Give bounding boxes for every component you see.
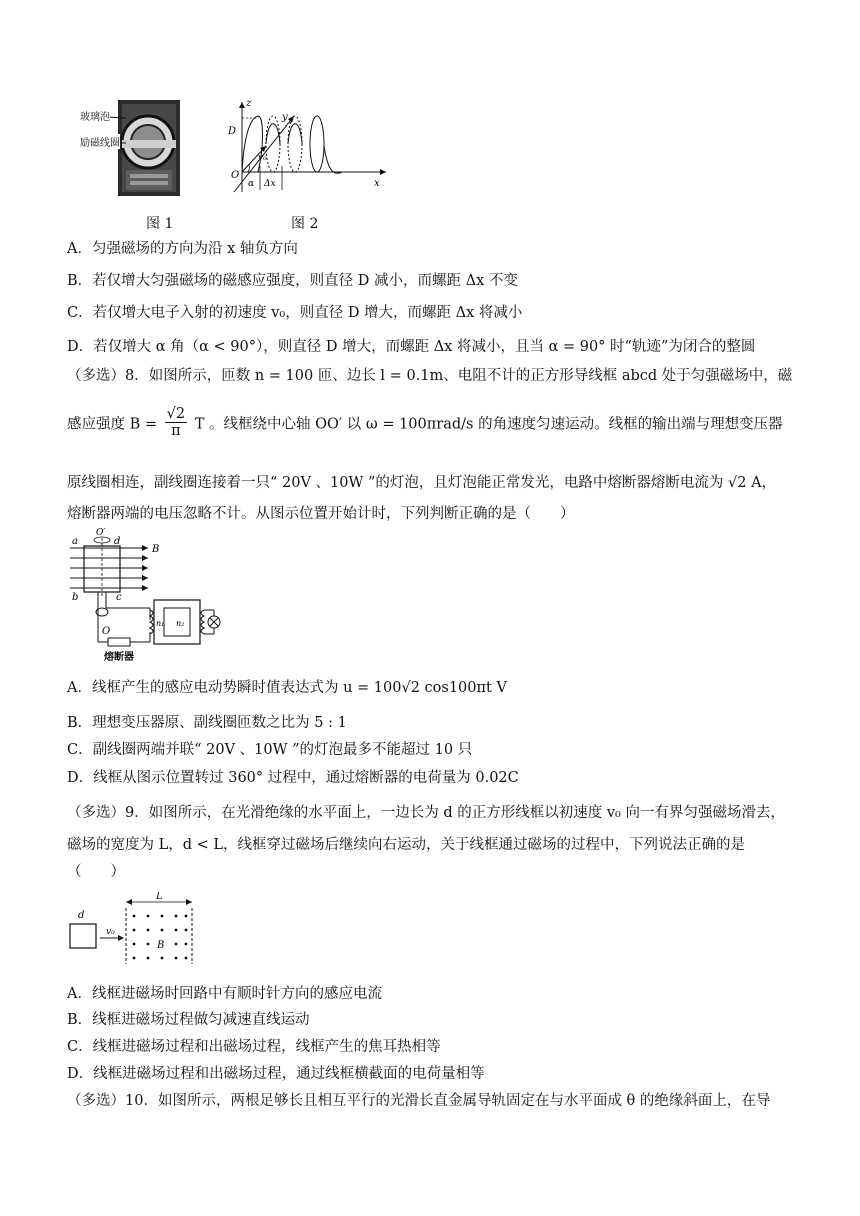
q9-magnetic-field-figure bbox=[68, 892, 200, 966]
figure-2-axis-z: z bbox=[246, 98, 252, 109]
figure-2-axis-y: y bbox=[282, 112, 288, 123]
figure-2-label-d: D bbox=[228, 126, 237, 137]
q9-option-a: A．线框进磁场时回路中有顺时针方向的感应电流 bbox=[67, 986, 382, 1002]
q8-stem-2b: T 。线框绕中心轴 OO′ 以 ω = 100πrad/s 的角速度匀速运动。线框的输出端与理想变压器 bbox=[194, 416, 783, 433]
q7-option-a: A．匀强磁场的方向为沿 x 轴负方向 bbox=[67, 241, 298, 257]
q8-figure-label-fuse: 熔断器 bbox=[104, 652, 134, 663]
q9-figure-label-l: L bbox=[156, 892, 163, 902]
q8-stem-line-4: 熔断器两端的电压忽略不计。从图示位置开始计时，下列判断正确的是（ ） bbox=[67, 506, 575, 522]
q9-field-dots bbox=[133, 915, 188, 960]
figure-1-caption: 图 1 bbox=[146, 216, 174, 232]
q8-fraction-numerator: √2 bbox=[166, 406, 186, 422]
q8-circuit-figure bbox=[68, 528, 236, 664]
q9-option-b: B．线框进磁场过程做匀减速直线运动 bbox=[67, 1012, 310, 1028]
q9-stem-line-3: （ ） bbox=[67, 864, 125, 880]
figure-2-axis-x: x bbox=[374, 178, 380, 189]
q8-figure-label-n2: n₂ bbox=[176, 619, 185, 628]
q8-figure-label-c: c bbox=[116, 592, 122, 603]
q7-option-b: B．若仅增大匀强磁场的磁感应强度，则直径 D 减小，而螺距 Δx 不变 bbox=[67, 273, 518, 289]
figure-1-label-coil: 励磁线圈 bbox=[80, 134, 120, 149]
q7-option-d: D．若仅增大 α 角（α < 90°），则直径 D 增大，而螺距 Δx 将减小，且当 α = 90° 时“轨迹”为闭合的整圆 bbox=[67, 339, 756, 355]
q8-option-c: C．副线圈两端并联“ 20V 、10W ”的灯泡最多不能超过 10 只 bbox=[67, 742, 473, 758]
q10-stem-line-1: （多选）10．如图所示，两根足够长且相互平行的光滑长直金属导轨固定在与水平面成 θ 的绝缘斜面上，在导 bbox=[67, 1093, 771, 1109]
q8-figure-label-d: d bbox=[114, 536, 121, 547]
q8-figure-label-o: O bbox=[102, 626, 111, 637]
q8-figure-label-b: b bbox=[72, 592, 79, 603]
q9-stem-line-2: 磁场的宽度为 L，d < L，线框穿过磁场后继续向右运动，关于线框通过磁场的过程中，下列说法正确的是 bbox=[67, 837, 746, 853]
q7-option-c: C．若仅增大电子入射的初速度 v₀，则直径 D 增大，而螺距 Δx 将减小 bbox=[67, 305, 523, 321]
q8-option-a: A．线框产生的感应电动势瞬时值表达式为 u = 100√2 cos100πt V bbox=[67, 680, 507, 696]
figure-2-label-alpha: α bbox=[248, 179, 255, 189]
q8-figure-label-n1: n₁ bbox=[156, 619, 165, 628]
q9-figure-label-b: B bbox=[157, 940, 165, 951]
q8-stem-line-1: （多选）8．如图所示，匝数 n = 100 匝、边长 l = 0.1m、电阻不计的正方形导线框 abcd 处于匀强磁场中，磁 bbox=[67, 368, 793, 384]
q9-figure-label-d: d bbox=[78, 910, 85, 921]
q8-figure-label-b-field: B bbox=[152, 544, 160, 555]
q9-option-d: D．线框进磁场过程和出磁场过程，通过线框横截面的电荷量相等 bbox=[67, 1066, 485, 1082]
q8-option-b: B．理想变压器原、副线圈匝数之比为 5 : 1 bbox=[67, 715, 347, 731]
figure-2-label-o: O bbox=[231, 170, 240, 181]
q8-option-d: D．线框从图示位置转过 360° 过程中，通过熔断器的电荷量为 0.02C bbox=[67, 770, 519, 786]
figure-2-caption: 图 2 bbox=[291, 216, 319, 232]
figure-2-label-v0: v₀ bbox=[258, 153, 267, 163]
q8-fraction bbox=[165, 406, 187, 439]
figure-2-label-dx: Δx bbox=[264, 179, 276, 189]
figure-1-label-glass: 玻璃泡 bbox=[80, 108, 110, 123]
figure-2-helix-diagram bbox=[218, 96, 390, 198]
q8-figure-label-oprime: O′ bbox=[96, 528, 106, 538]
q8-fraction-denominator: π bbox=[171, 423, 181, 439]
q8-stem-2a: 感应强度 B = bbox=[67, 416, 158, 433]
q9-option-c: C．线框进磁场过程和出磁场过程，线框产生的焦耳热相等 bbox=[67, 1039, 441, 1055]
q8-stem-line-3: 原线圈相连，副线圈连接着一只“ 20V 、10W ”的灯泡，且灯泡能正常发光，电路中熔断器熔断电流为 √2 A， bbox=[67, 475, 777, 491]
q9-stem-line-1: （多选）9．如图所示，在光滑绝缘的水平面上，一边长为 d 的正方形线框以初速度 v₀ 向一有界匀强磁场滑去， bbox=[67, 805, 785, 821]
q8-stem-line-2 bbox=[67, 408, 783, 441]
q9-figure-label-v0: v₀ bbox=[106, 927, 115, 937]
q8-figure-label-a: a bbox=[72, 536, 78, 547]
